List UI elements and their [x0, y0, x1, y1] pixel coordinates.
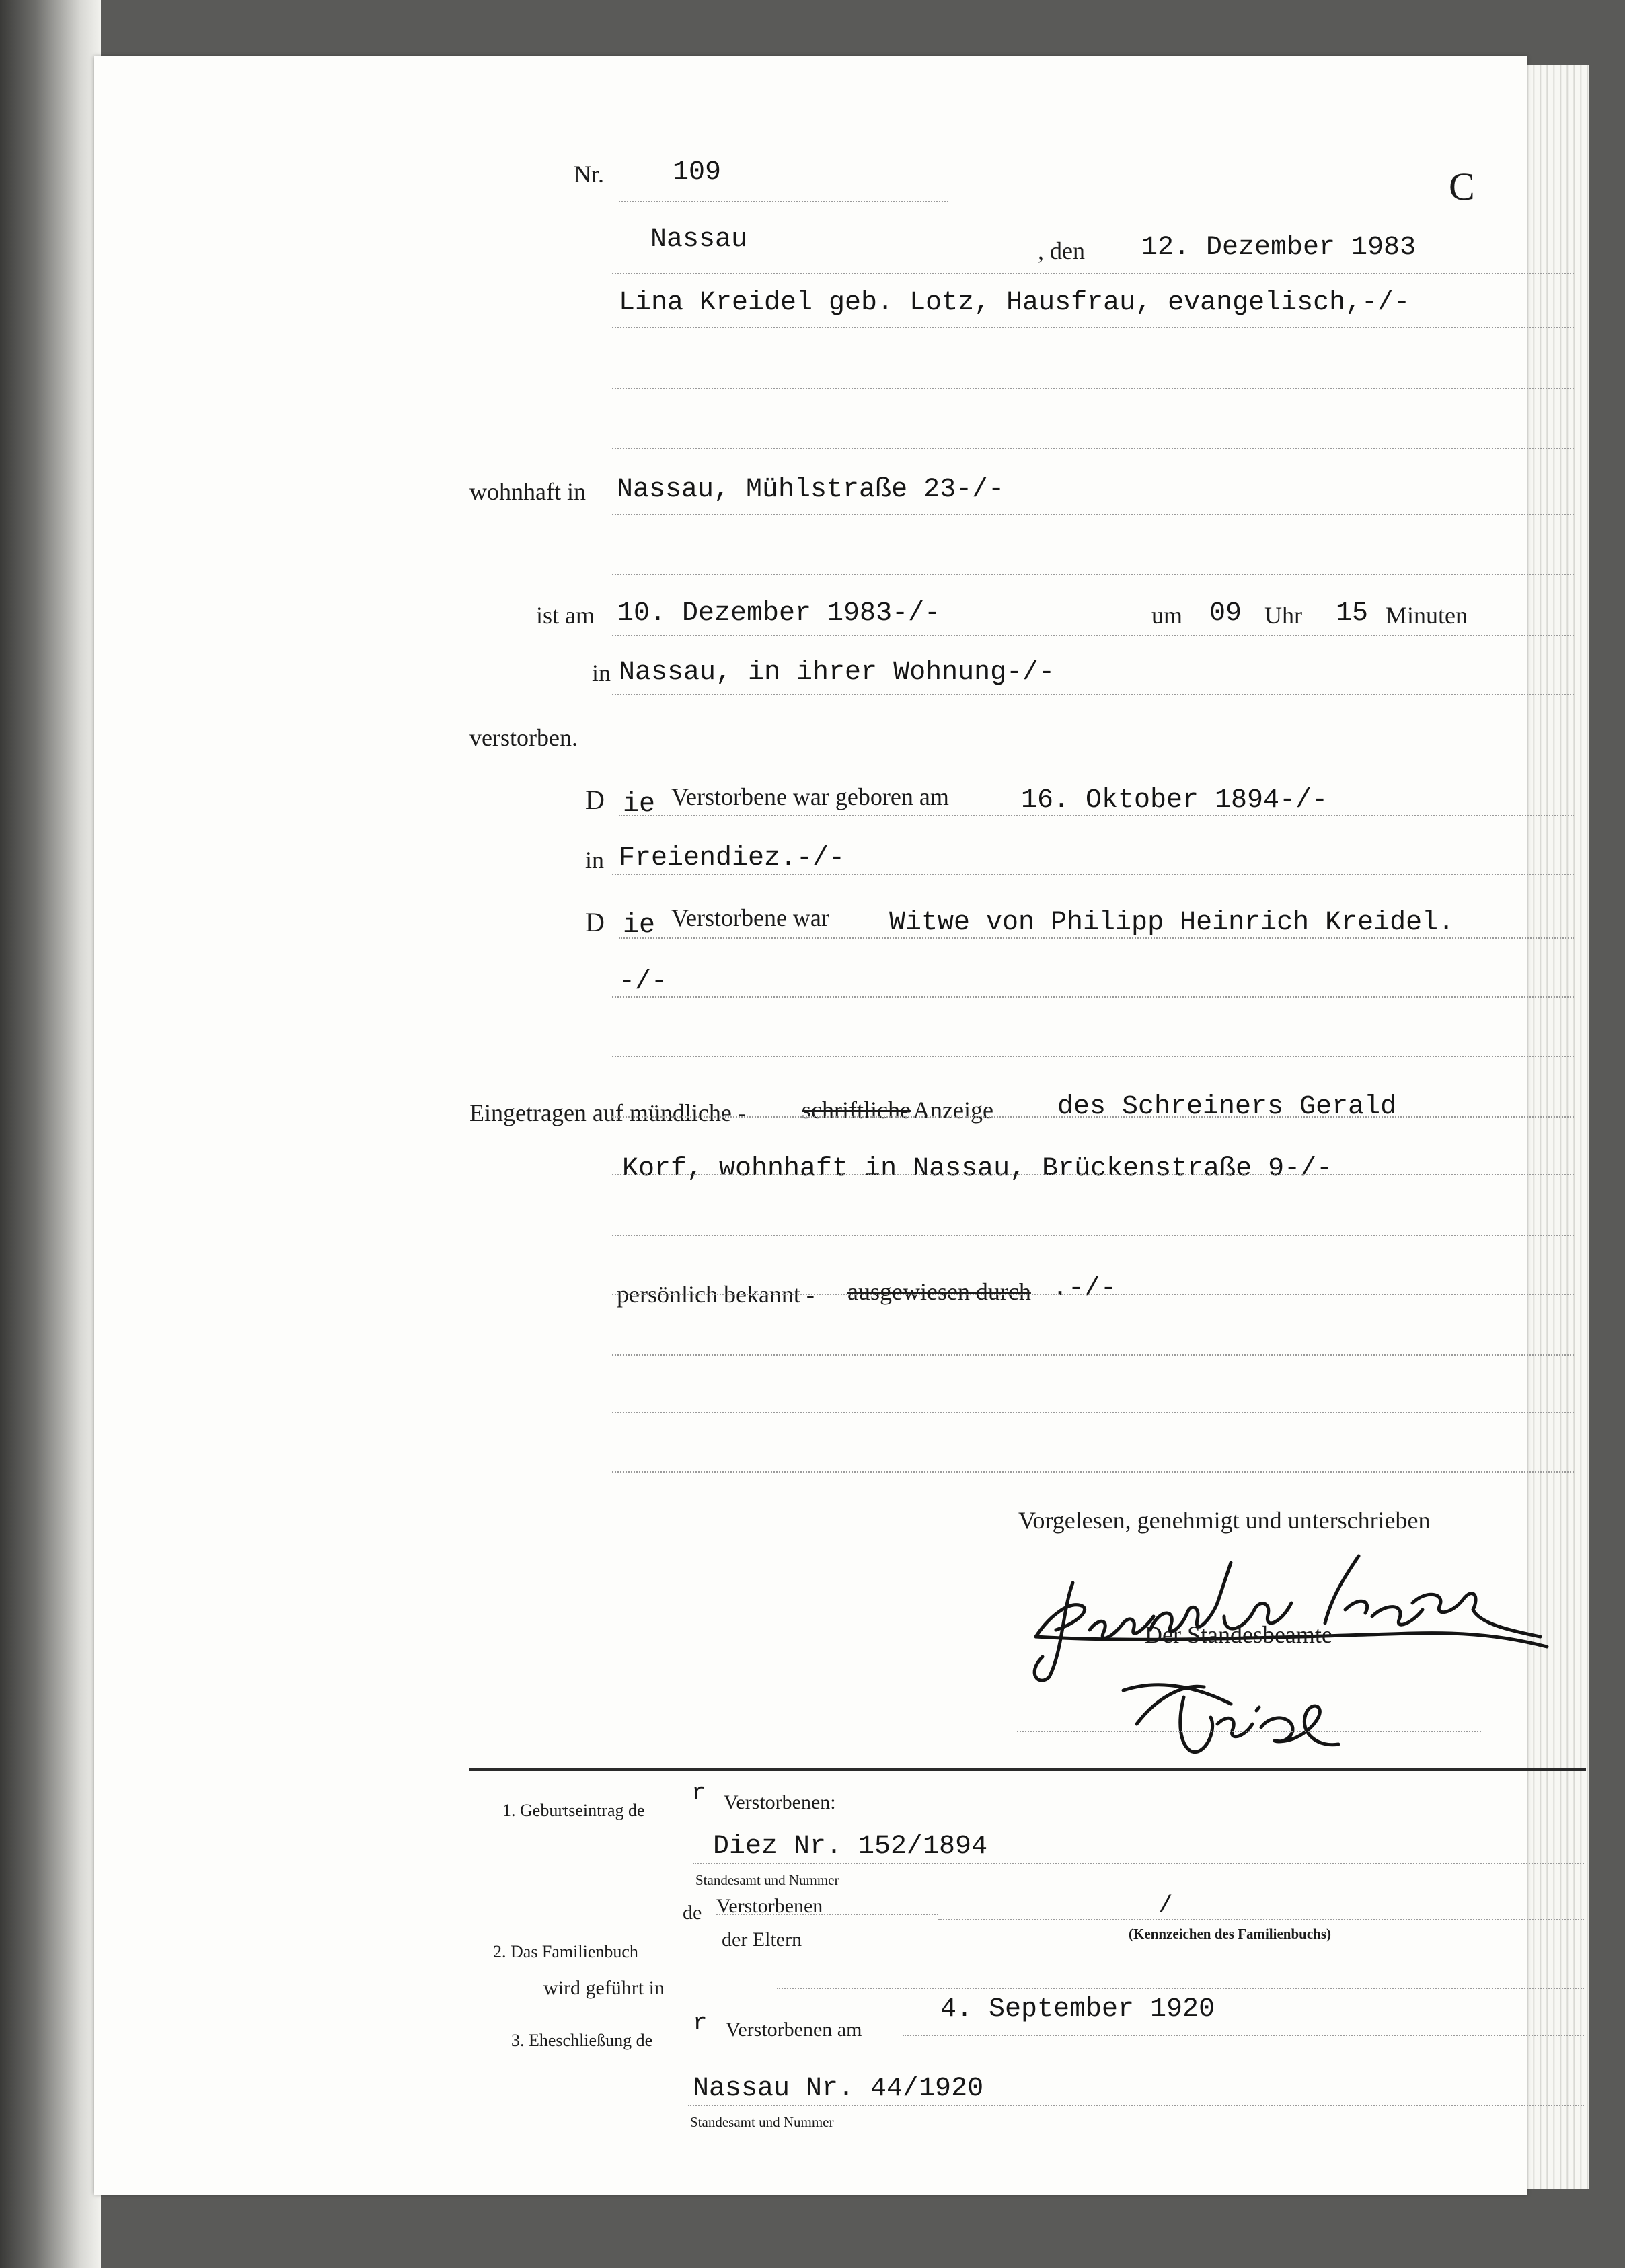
ie-suffix-2: ie	[623, 910, 656, 941]
known-tail: .-/-	[1052, 1274, 1117, 1304]
status-line	[619, 937, 1574, 939]
minuten-label: Minuten	[1386, 602, 1468, 629]
birth-date-value: 16. Oktober 1894-/-	[1021, 785, 1328, 816]
informant-value-1: des Schreiners Gerald	[1057, 1092, 1397, 1122]
ausgewiesen-struck: ausgewiesen durch	[847, 1278, 1031, 1305]
family-book-slash: /	[1158, 1892, 1173, 1920]
death-place-line	[612, 694, 1574, 695]
verstorbenen-label: Verstorbenen:	[724, 1791, 836, 1813]
blank-line-3	[612, 1412, 1574, 1413]
um-label: um	[1151, 602, 1183, 629]
residence-line-2	[612, 574, 1574, 575]
birth-r: r	[691, 1779, 706, 1807]
informant-line-3	[612, 1235, 1574, 1236]
marriage-register-value: Nassau Nr. 44/1920	[693, 2074, 984, 2104]
marriage-date-value: 4. September 1920	[940, 1994, 1215, 2025]
wird-gefuehrt-label: wird geführt in	[543, 1977, 665, 1999]
informant-value-2: Korf, wohnhaft in Nassau, Brückenstraße 9-/-	[622, 1154, 1333, 1184]
standesamt-label-2: Standesamt und Nummer	[690, 2114, 834, 2130]
section-rule	[469, 1768, 1586, 1771]
n1-label: 1. Geburtseintrag de	[502, 1801, 645, 1820]
de-label: de	[683, 1902, 702, 1924]
d-prefix-1: D	[585, 785, 605, 815]
d-prefix-2: D	[585, 907, 605, 937]
den-label: , den	[1038, 237, 1085, 264]
name-line-2	[612, 388, 1574, 389]
name-line-1	[612, 327, 1574, 328]
ist-am-label: ist am	[536, 602, 595, 629]
persoenlich-line	[612, 1294, 1574, 1295]
eingetragen-label: Eingetragen auf mündliche -	[469, 1099, 746, 1126]
nr-value: 109	[673, 157, 722, 188]
register-page	[94, 56, 1527, 2195]
persoenlich-label: persönlich bekannt -	[617, 1281, 815, 1308]
book-binding	[0, 0, 101, 2268]
hour-value: 09	[1209, 598, 1242, 629]
vorgelesen-label: Vorgelesen, genehmigt und unterschrieben	[1018, 1507, 1431, 1534]
name-line-3	[612, 448, 1574, 449]
blank-line-4	[612, 1471, 1574, 1473]
birth-register-value: Diez Nr. 152/1894	[713, 1832, 988, 1862]
marriage-r: r	[693, 2009, 708, 2037]
residence-line-1	[612, 514, 1574, 515]
residence-value: Nassau, Mühlstraße 23-/-	[617, 475, 1005, 505]
n3-label: 3. Eheschließung de	[511, 2031, 653, 2050]
family-book-line-b	[938, 1919, 1584, 1920]
place-date-line	[612, 273, 1574, 274]
nr-label: Nr.	[574, 161, 604, 188]
blank-line-2	[612, 1354, 1574, 1356]
n2-label: 2. Das Familienbuch	[493, 1942, 638, 1961]
death-date-line	[612, 635, 1574, 636]
anzeige-label: - Anzeige	[900, 1097, 993, 1124]
place-value: Nassau	[650, 225, 748, 255]
geboren-label: Verstorbene war geboren am	[671, 783, 949, 810]
family-book-place-line	[777, 1988, 1584, 1989]
birth-place-line	[612, 874, 1574, 875]
deceased-name: Lina Kreidel geb. Lotz, Hausfrau, evangelisch,-/-	[619, 288, 1410, 318]
wohnhaft-label: wohnhaft in	[469, 478, 586, 505]
uhr-label: Uhr	[1264, 602, 1302, 629]
kennzeichen-label: (Kennzeichen des Familienbuchs)	[1129, 1926, 1332, 1942]
minutes-value: 15	[1336, 598, 1369, 629]
standesbeamte-label: Der Standesbeamte	[1145, 1621, 1332, 1648]
der-eltern-label: der Eltern	[722, 1928, 802, 1951]
registrar-line	[1017, 1731, 1481, 1732]
family-book-value: Verstorbenen	[716, 1895, 823, 1917]
verstorbene-war-label: Verstorbene war	[671, 904, 829, 931]
birth-in-label: in	[585, 847, 605, 873]
schriftliche-struck: schriftliche	[802, 1097, 911, 1124]
registrar-signature	[1083, 1650, 1406, 1785]
verstorben-label: verstorben.	[469, 724, 578, 751]
ie-suffix-1: ie	[623, 789, 656, 820]
status-cont-line	[612, 996, 1574, 998]
status-value: Witwe von Philipp Heinrich Kreidel.	[889, 908, 1455, 938]
nr-line	[619, 201, 948, 202]
birth-register-line	[693, 1863, 1584, 1864]
in-label: in	[592, 660, 611, 687]
date-value: 12. Dezember 1983	[1141, 233, 1416, 263]
informant-line-1	[612, 1116, 1574, 1118]
status-cont-value: -/-	[619, 967, 668, 997]
death-place-value: Nassau, in ihrer Wohnung-/-	[619, 658, 1055, 688]
marriage-date-line	[903, 2035, 1584, 2036]
verstorbenen-am-label: Verstorbenen am	[726, 2019, 862, 2041]
death-date-value: 10. Dezember 1983-/-	[617, 598, 941, 629]
family-book-line-a	[716, 1914, 938, 1915]
birth-date-line	[619, 815, 1574, 816]
marriage-register-line	[688, 2105, 1584, 2106]
birth-place-value: Freiendiez.-/-	[619, 843, 845, 873]
standesamt-label-1: Standesamt und Nummer	[695, 1872, 839, 1888]
informant-line-2	[612, 1174, 1574, 1175]
page-edges	[1521, 65, 1589, 2189]
register-letter: C	[1449, 165, 1475, 208]
blank-line-1	[612, 1056, 1574, 1057]
